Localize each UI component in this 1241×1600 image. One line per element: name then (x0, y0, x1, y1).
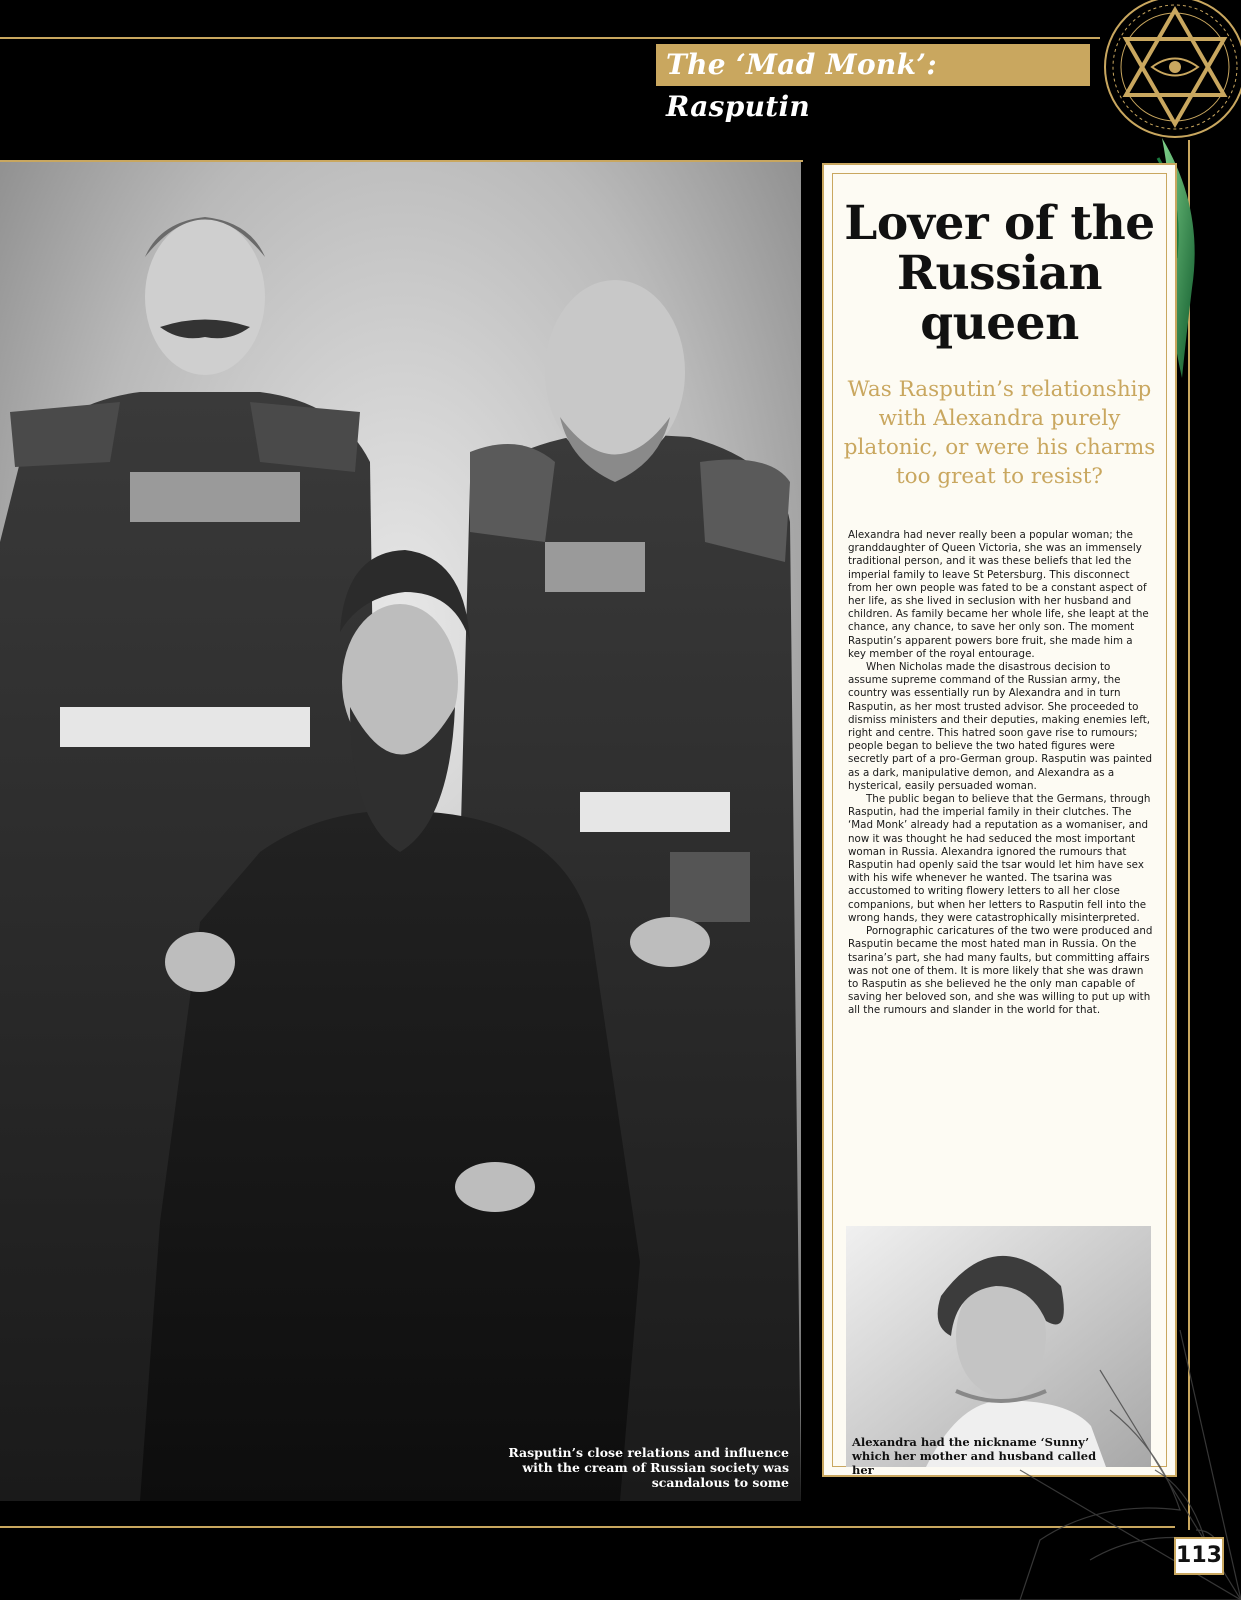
inset-photo-caption: Alexandra had the nickname ‘Sunny’ which her mother and husband called her (852, 1435, 1097, 1477)
article-title: Lover of the Russian queen (844, 196, 1155, 351)
article-paragraph: When Nicholas made the disastrous decision to assume supreme command of the Russian army, the country was essentially run by Alexandra and in turn Rasputin, as her most trusted advisor. She proceeded to dismiss ministers and their deputies, making enemies left, right and centre. This hatred soon gave rise to rumours; people began to believe the two hated figures were secretly part of a pro-German group. Rasputin was painted as a dark, manipulative demon, and Alexandra as a hysterical, easily persuaded woman. (848, 661, 1153, 792)
article-paragraph: The public began to believe that the Germans, through Rasputin, had the imperial family in their clutches. The ‘Mad Monk’ already had a reputation as a womaniser, and now it was thought he had seduced the most important woman in Russia. Alexandra ignored the rumours that Rasputin had openly said the tsar would let him have sex with his wife whenever he wanted. The tsarina was accustomed to writing flowery letters to all her close companions, but when her letters to Rasputin fell into the wrong hands, they were catastrophically misinterpreted. (848, 793, 1151, 924)
article-body (848, 529, 1153, 1018)
main-photo (0, 162, 801, 1501)
spider-web-icon (760, 1330, 1241, 1600)
page-number: 113 (1174, 1537, 1224, 1575)
section-title: The ‘Mad Monk’: Rasputin (666, 48, 937, 123)
star-of-david-emblem-icon (1100, 0, 1241, 142)
article-paragraph: Alexandra had never really been a popular woman; the granddaughter of Queen Victoria, she was an immensely traditional person, and it was these beliefs that led the imperial family to leave St Petersburg. This disconnect from her own people was fated to be a constant aspect of her life, as she lived in seclusion with her husband and children. As family became her whole life, she leapt at the chance, any chance, to save her only son. The moment Rasputin’s apparent powers bore fruit, she made him a key member of the royal entourage. (848, 529, 1149, 660)
main-photo-caption: Rasputin’s close relations and influence with the cream of Russian society was scandalous to some (508, 1445, 789, 1490)
article-subtitle: Was Rasputin’s relationship with Alexandra purely platonic, or were his charms too great to resist? (843, 377, 1156, 489)
article-paragraph: Pornographic caricatures of the two were produced and Rasputin became the most hated man in Russia. On the tsarina’s part, she had many faults, but committing affairs was not one of them. It is more likely that she was drawn to Rasputin as she believed he the only man capable of saving her beloved son, and she was willing to put up with all the rumours and slander in the world for that. (848, 925, 1153, 1017)
section-banner (656, 44, 1090, 123)
top-frame-line (0, 37, 1100, 39)
